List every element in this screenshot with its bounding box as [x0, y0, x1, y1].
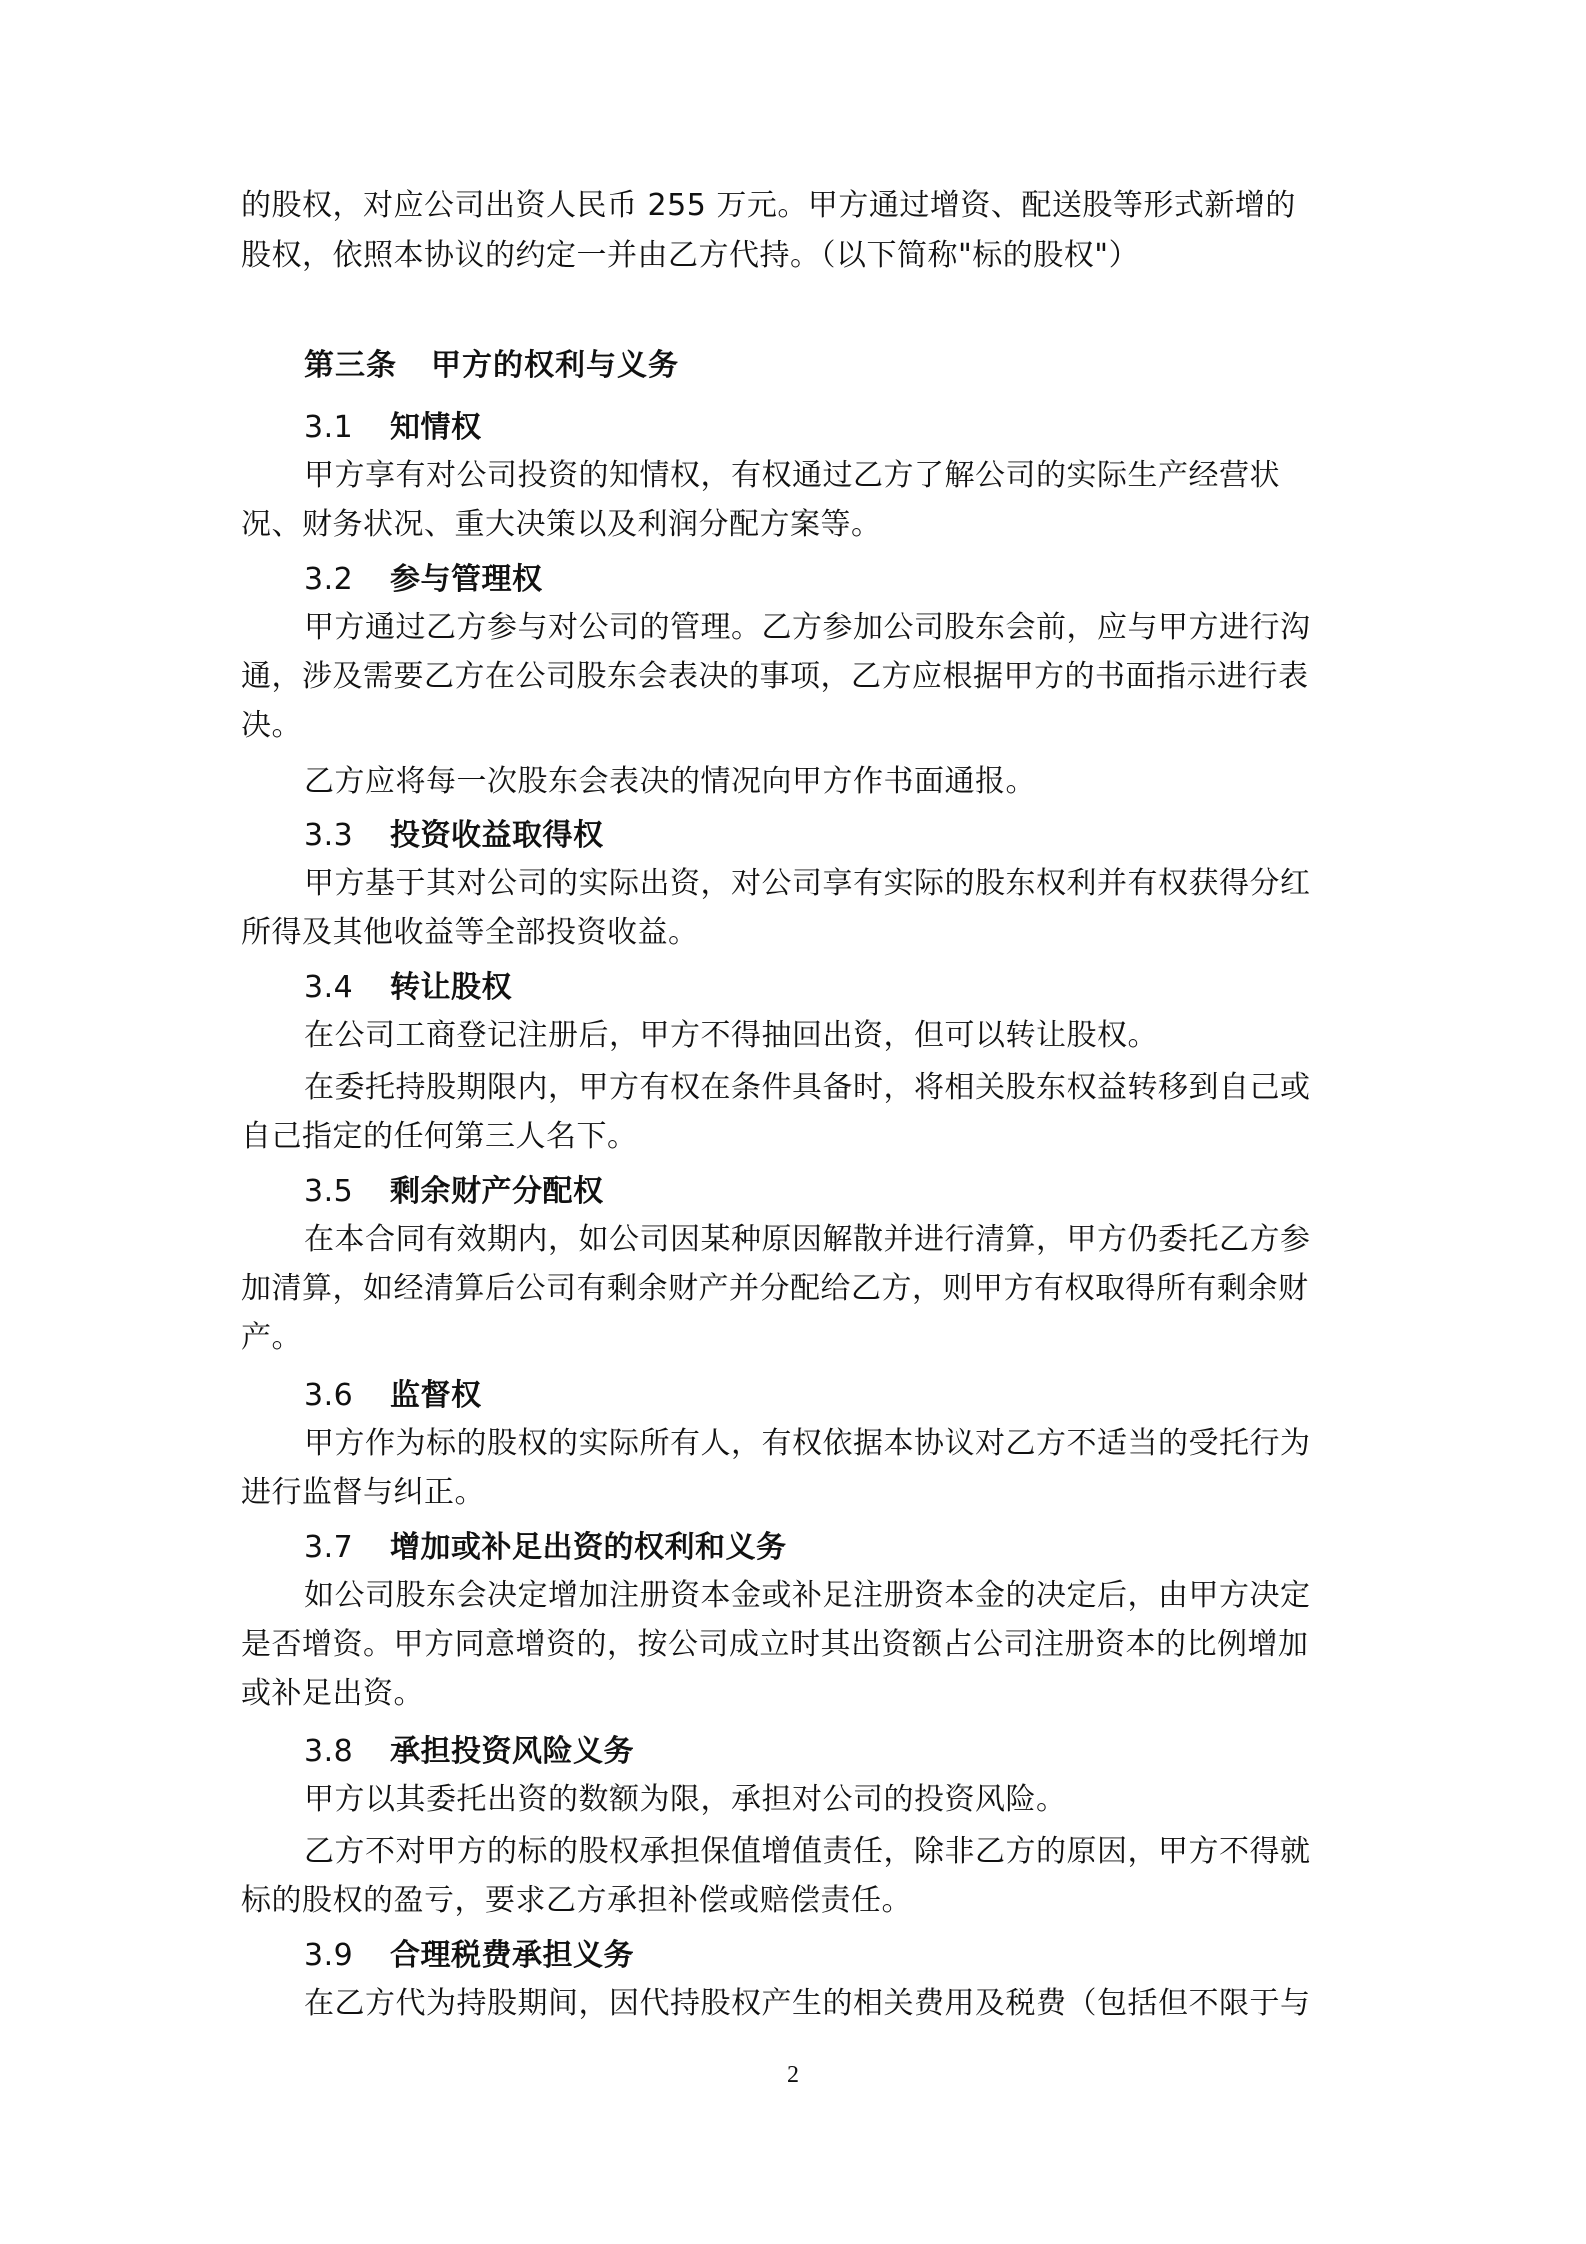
- section-number: 3.1: [304, 410, 354, 445]
- section-number: 3.4: [304, 970, 354, 1005]
- paragraph-line: 所得及其他收益等全部投资收益。: [241, 915, 699, 950]
- section-number: 3.7: [304, 1530, 354, 1565]
- section-title: 增加或补足出资的权利和义务: [390, 1530, 787, 1565]
- page-number: 2: [787, 2062, 799, 2088]
- section-heading-3-9: [304, 1936, 634, 1976]
- section-number: 3.8: [304, 1734, 354, 1769]
- paragraph-line: 自己指定的任何第三人名下。: [241, 1119, 638, 1154]
- intro-line-1: 的股权，对应公司出资人民币 255 万元。甲方通过增资、配送股等形式新增的: [241, 188, 1296, 223]
- section-title: 剩余财产分配权: [390, 1174, 604, 1209]
- paragraph-line: 加清算，如经清算后公司有剩余财产并分配给乙方，则甲方有权取得所有剩余财: [241, 1271, 1309, 1306]
- paragraph-line: 或补足出资。: [241, 1676, 424, 1711]
- section-heading-3-1: [304, 408, 482, 448]
- paragraph-line: 甲方以其委托出资的数额为限，承担对公司的投资风险。: [304, 1782, 1067, 1817]
- section-title: 监督权: [390, 1378, 482, 1413]
- article-number: 第三条: [304, 348, 397, 383]
- section-heading-3-4: [304, 968, 512, 1008]
- paragraph-line: 在乙方代为持股期间，因代持股权产生的相关费用及税费（包括但不限于与: [304, 1986, 1311, 2021]
- section-number: 3.5: [304, 1174, 354, 1209]
- paragraph-line: 甲方基于其对公司的实际出资，对公司享有实际的股东权利并有权获得分红: [304, 866, 1311, 901]
- section-heading-3-5: [304, 1172, 604, 1212]
- paragraph-line: 是否增资。甲方同意增资的，按公司成立时其出资额占公司注册资本的比例增加: [241, 1627, 1309, 1662]
- paragraph-line: 甲方作为标的股权的实际所有人，有权依据本协议对乙方不适当的受托行为: [304, 1426, 1311, 1461]
- section-heading-3-6: [304, 1376, 482, 1416]
- section-number: 3.6: [304, 1378, 354, 1413]
- section-title: 参与管理权: [390, 562, 543, 597]
- section-title: 转让股权: [390, 970, 512, 1005]
- section-title: 合理税费承担义务: [390, 1938, 634, 1973]
- section-heading-3-2: [304, 560, 543, 600]
- intro-line-2: 股权，依照本协议的约定一并由乙方代持。（以下简称"标的股权"）: [241, 238, 1140, 273]
- section-heading-3-3: [304, 816, 604, 856]
- article-heading: [304, 346, 679, 386]
- paragraph-line: 标的股权的盈亏，要求乙方承担补偿或赔偿责任。: [241, 1883, 912, 1918]
- paragraph-line: 乙方应将每一次股东会表决的情况向甲方作书面通报。: [304, 764, 1036, 799]
- paragraph-line: 甲方通过乙方参与对公司的管理。乙方参加公司股东会前，应与甲方进行沟: [304, 610, 1311, 645]
- section-number: 3.9: [304, 1938, 354, 1973]
- section-title: 知情权: [390, 410, 482, 445]
- section-number: 3.3: [304, 818, 354, 853]
- section-title: 承担投资风险义务: [390, 1734, 634, 1769]
- paragraph-line: 进行监督与纠正。: [241, 1475, 485, 1510]
- paragraph-line: 况、财务状况、重大决策以及利润分配方案等。: [241, 507, 882, 542]
- paragraph-line: 决。: [241, 708, 302, 743]
- section-number: 3.2: [304, 562, 354, 597]
- section-title: 投资收益取得权: [390, 818, 604, 853]
- paragraph-line: 如公司股东会决定增加注册资本金或补足注册资本金的决定后，由甲方决定: [304, 1578, 1311, 1613]
- section-heading-3-8: [304, 1732, 634, 1772]
- section-heading-3-7: [304, 1528, 787, 1568]
- paragraph-line: 在委托持股期限内，甲方有权在条件具备时，将相关股东权益转移到自己或: [304, 1070, 1311, 1105]
- paragraph-line: 产。: [241, 1320, 302, 1355]
- paragraph-line: 甲方享有对公司投资的知情权，有权通过乙方了解公司的实际生产经营状: [304, 458, 1280, 493]
- paragraph-line: 乙方不对甲方的标的股权承担保值增值责任，除非乙方的原因，甲方不得就: [304, 1834, 1311, 1869]
- paragraph-line: 通，涉及需要乙方在公司股东会表决的事项，乙方应根据甲方的书面指示进行表: [241, 659, 1309, 694]
- paragraph-line: 在公司工商登记注册后，甲方不得抽回出资，但可以转让股权。: [304, 1018, 1158, 1053]
- paragraph-line: 在本合同有效期内，如公司因某种原因解散并进行清算，甲方仍委托乙方参: [304, 1222, 1311, 1257]
- article-title: 甲方的权利与义务: [431, 348, 679, 383]
